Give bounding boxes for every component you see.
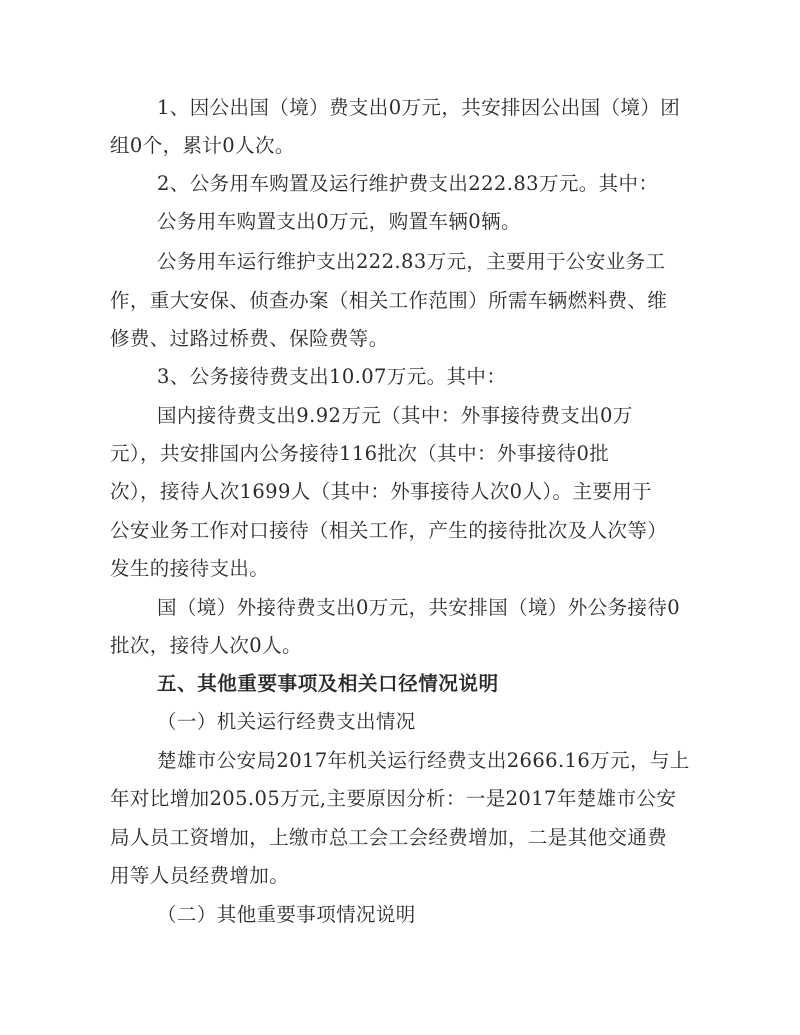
paragraph-line: 公务用车购置支出0万元，购置车辆0辆。 [157,210,521,233]
paragraph-line: 元），共安排国内公务接待116批次（其中：外事接待0批 [110,442,610,465]
paragraph-line: 3、公务接待费支出10.07万元。其中： [157,365,507,388]
paragraph-line: 修费、过路过桥费、保险费等。 [110,327,389,350]
paragraph-line: 楚雄市公安局2017年机关运行经费支出2666.16万元，与上 [157,749,690,772]
paragraph-line: 组0个，累计0人次。 [110,134,295,157]
paragraph-line: 国（境）外接待费支出0万元，共安排国（境）外公务接待0 [157,596,681,619]
paragraph-line: 2、公务用车购置及运行维护费支出222.83万元。其中： [157,172,659,195]
subsection-heading: （一）机关运行经费支出情况 [157,710,416,733]
paragraph-line: 批次，接待人次0人。 [110,634,302,657]
paragraph-line: 公安业务工作对口接待（相关工作，产生的接待批次及人次等） [110,519,668,542]
paragraph-line: 作，重大安保、侦查办案（相关工作范围）所需车辆燃料费、维 [110,289,668,312]
paragraph-line: 公务用车运行维护支出222.83万元，主要用于公安业务工 [157,250,666,273]
subsection-heading: （二）其他重要事项情况说明 [157,903,416,926]
paragraph-line: 发生的接待支出。 [110,557,270,580]
paragraph-line: 用等人员经费增加。 [110,864,290,887]
section-heading: 五、其他重要事项及相关口径情况说明 [157,672,499,695]
paragraph-line: 次），接待人次1699人（其中：外事接待人次0人）。主要用于 [110,480,653,503]
paragraph-line: 国内接待费支出9.92万元（其中：外事接待费支出0万 [157,404,633,427]
paragraph-line: 1、因公出国（境）费支出0万元，共安排因公出国（境）团 [157,96,681,119]
paragraph-line: 年对比增加205.05万元,主要原因分析：一是2017年楚雄市公安 [110,787,677,810]
paragraph-line: 局人员工资增加，上缴市总工会工会经费增加，二是其他交通费 [110,826,668,849]
